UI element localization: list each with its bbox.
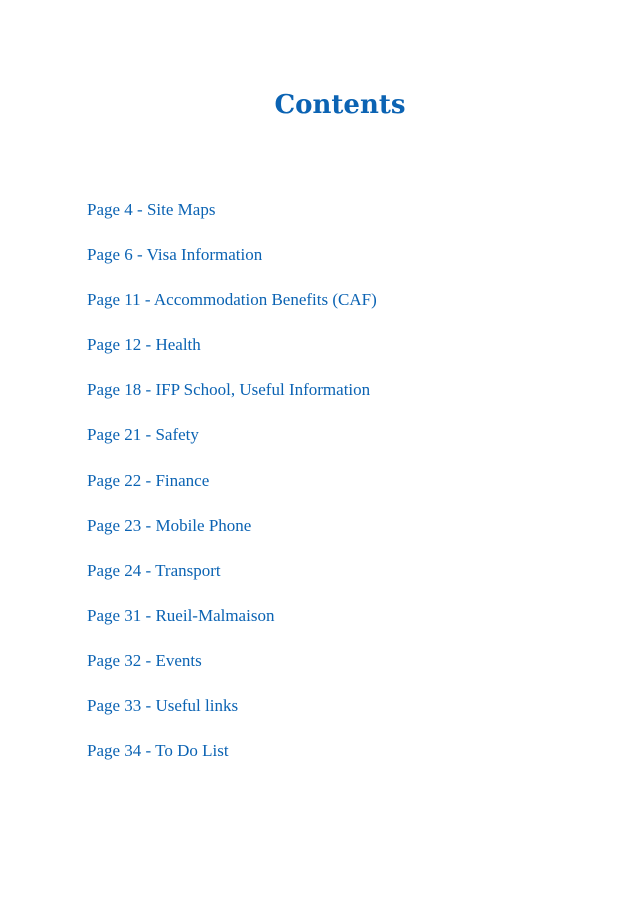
toc-entry-events[interactable]: [87, 649, 377, 694]
toc-link-safety[interactable]: Page 21 - Safety: [87, 425, 199, 445]
toc-entry-ifp-school[interactable]: [87, 378, 377, 423]
toc-entry-site-maps[interactable]: [87, 198, 377, 243]
toc-link-health[interactable]: Page 12 - Health: [87, 335, 201, 355]
toc-entry-visa-information[interactable]: [87, 243, 377, 288]
toc-entry-health[interactable]: [87, 333, 377, 378]
toc-entry-to-do-list[interactable]: [87, 739, 377, 784]
toc-link-ifp-school[interactable]: Page 18 - IFP School, Useful Information: [87, 380, 371, 400]
toc-link-mobile-phone[interactable]: Page 23 - Mobile Phone: [87, 515, 252, 535]
toc-link-to-do-list[interactable]: Page 34 - To Do List: [87, 741, 229, 761]
toc-entry-safety[interactable]: [87, 423, 377, 468]
toc-link-useful-links[interactable]: Page 33 - Useful links: [87, 696, 239, 716]
toc-link-rueil-malmaison[interactable]: Page 31 - Rueil-Malmaison: [87, 605, 275, 625]
toc-entry-transport[interactable]: [87, 559, 377, 604]
toc-link-visa-information[interactable]: Page 6 - Visa Information: [87, 245, 263, 265]
toc-entry-accommodation-benefits[interactable]: [87, 288, 377, 333]
toc-link-events[interactable]: Page 32 - Events: [87, 650, 202, 670]
toc-link-finance[interactable]: Page 22 - Finance: [87, 470, 210, 490]
table-of-contents: [87, 198, 377, 784]
toc-link-transport[interactable]: Page 24 - Transport: [87, 560, 221, 580]
page-title: Contents: [274, 90, 406, 120]
toc-entry-finance[interactable]: [87, 469, 377, 514]
toc-link-accommodation-benefits[interactable]: Page 11 - Accommodation Benefits (CAF): [87, 290, 377, 310]
toc-entry-rueil-malmaison[interactable]: [87, 604, 377, 649]
toc-link-site-maps[interactable]: Page 4 - Site Maps: [87, 200, 216, 219]
toc-entry-useful-links[interactable]: [87, 694, 377, 739]
toc-entry-mobile-phone[interactable]: [87, 514, 377, 559]
